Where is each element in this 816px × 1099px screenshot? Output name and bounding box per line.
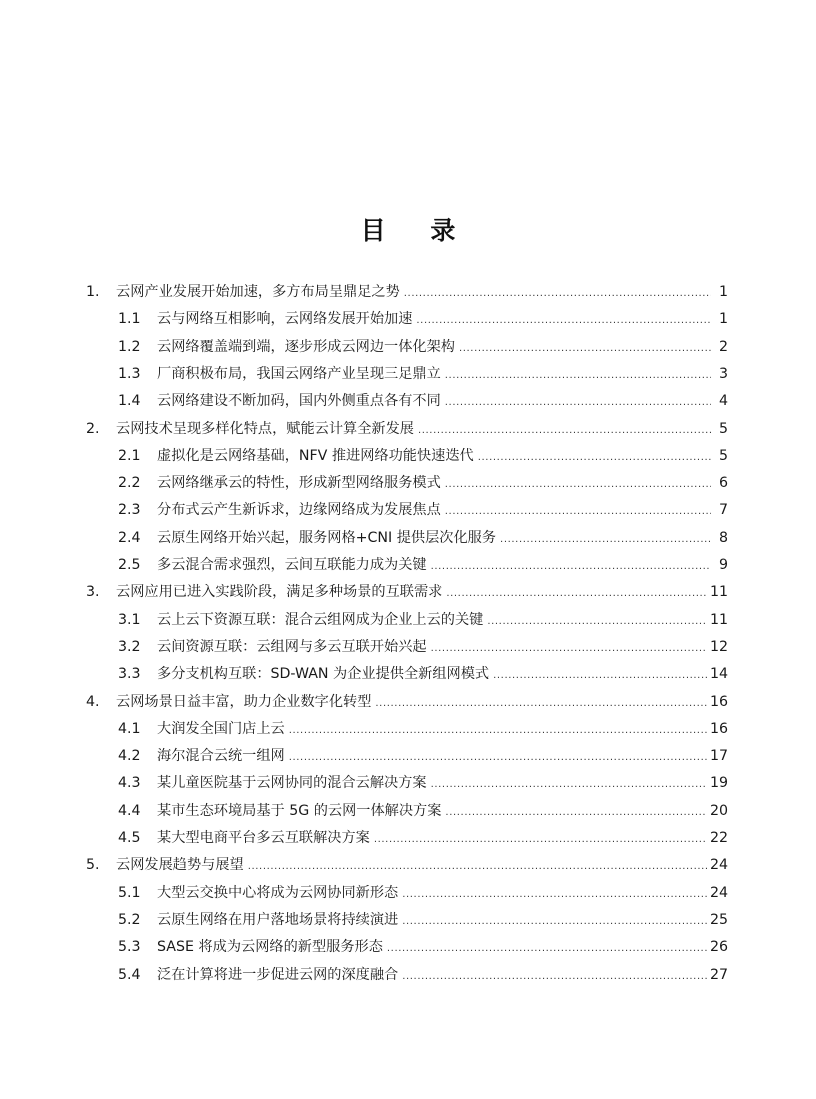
toc-entry[interactable] [0,280,816,304]
leader-dots [402,910,707,934]
toc-entry[interactable] [0,580,816,604]
leader-dots [387,937,707,961]
leader-dots [500,528,711,552]
toc-entry-page: 27 [709,966,728,983]
toc-entry-page: 24 [709,857,728,874]
toc-entry[interactable] [0,662,816,686]
toc-entry[interactable] [0,498,816,522]
toc-entry-number: 5.1 [118,884,141,901]
toc-entry[interactable] [0,307,816,331]
toc-entry-page: 19 [709,775,728,792]
toc-entry-title: 云网产业发展开始加速，多方布局呈鼎足之势 [116,284,400,300]
toc-entry[interactable] [0,526,816,550]
leader-dots [431,773,707,797]
leader-dots [446,582,707,606]
toc-entry-number: 4. [86,693,100,710]
toc-entry-page: 17 [709,748,728,765]
toc-entry-page: 7 [718,502,728,519]
toc-entry-title: 多分支机构互联：SD-WAN 为企业提供全新组网模式 [157,666,490,683]
toc-entry[interactable] [0,744,816,768]
leader-dots [404,282,711,306]
toc-entry[interactable] [0,335,816,359]
toc-entry-number: 3.1 [118,611,141,628]
toc-entry-title: 云原生网络开始兴起，服务网格+CNI 提供层次化服务 [157,529,497,546]
toc-entry-title: 多云混合需求强烈，云间互联能力成为关键 [157,557,427,573]
toc-entry-page: 1 [718,311,728,328]
leader-dots [459,337,711,361]
toc-entry[interactable] [0,471,816,495]
toc-entry[interactable] [0,908,816,932]
toc-entry-title: 云间资源互联：云组网与多云互联开始兴起 [157,638,427,655]
toc-entry-number: 1.2 [118,338,141,355]
toc-entry-page: 5 [718,420,728,437]
toc-entry-number: 1.1 [118,311,141,328]
toc-entry-title: 云网络继承云的特性，形成新型网络服务模式 [157,475,441,492]
toc-entry-title: 云网络建设不断加码，国内外侧重点各有不同 [157,393,441,410]
toc-entry-number: 1. [86,284,100,300]
toc-entry-number: 3. [86,584,100,601]
toc-entry-page: 8 [718,529,728,546]
toc-entry[interactable] [0,799,816,823]
toc-entry[interactable] [0,362,816,386]
toc-entry-page: 3 [718,365,728,382]
toc-entry-page: 16 [709,720,728,737]
toc-entry-title: 某儿童医院基于云网协同的混合云解决方案 [157,775,427,792]
toc-entry-title: 某市生态环境局基于 5G 的云网一体解决方案 [157,802,442,819]
toc-entry-title: 虚拟化是云网络基础，NFV 推进网络功能快速迭代 [157,447,474,464]
toc-entry-page: 11 [709,611,728,628]
toc-entry-page: 9 [718,557,728,573]
toc-entry-title: 云网场景日益丰富，助力企业数字化转型 [116,693,372,710]
toc-entry-title: 云网络覆盖端到端，逐步形成云网边一体化架构 [157,338,455,355]
toc-entry-title: 厂商积极布局，我国云网络产业呈现三足鼎立 [157,365,441,382]
toc-entry[interactable] [0,881,816,905]
toc-entry-page: 16 [709,693,728,710]
leader-dots [431,637,707,661]
page-title: 目 录 [360,216,474,245]
toc-entry-page: 22 [709,830,728,846]
toc-entry-page: 1 [718,284,728,300]
toc-entry-title: 大型云交换中心将成为云网协同新形态 [157,884,399,901]
toc-entry-number: 2.5 [118,557,141,573]
toc-entry[interactable] [0,389,816,413]
leader-dots [493,664,707,688]
leader-dots [445,500,711,524]
toc-entry-number: 4.1 [118,720,141,737]
toc-entry-page: 2 [718,338,728,355]
toc-entry-page: 25 [709,911,728,928]
toc-entry-title: SASE 将成为云网络的新型服务形态 [157,939,383,956]
toc-entry[interactable] [0,826,816,850]
toc-entry-number: 5.3 [118,939,141,956]
toc-entry-title: 云与网络互相影响，云网络发展开始加速 [157,311,413,328]
toc-entry-number: 2.3 [118,502,141,519]
toc-entry-title: 云网技术呈现多样化特点，赋能云计算全新发展 [116,420,414,437]
toc-entry[interactable] [0,717,816,741]
toc-entry-number: 5.2 [118,911,141,928]
toc-entry-number: 3.2 [118,638,141,655]
toc-entry-number: 2.2 [118,475,141,492]
leader-dots [402,965,707,989]
leader-dots [478,446,711,470]
toc-entry-title: 海尔混合云统一组网 [157,748,285,765]
leader-dots [445,801,707,825]
toc-entry-number: 5.4 [118,966,141,983]
toc-entry-number: 2.1 [118,447,141,464]
toc-entry-title: 大润发全国门店上云 [157,720,285,737]
leader-dots [289,719,707,743]
toc-entry-number: 4.2 [118,748,141,765]
leader-dots [487,610,707,634]
toc-entry-number: 1.3 [118,365,141,382]
toc-entry[interactable] [0,635,816,659]
toc-entry-page: 12 [709,638,728,655]
toc-entry-title: 云网应用已进入实践阶段，满足多种场景的互联需求 [116,584,443,601]
leader-dots [289,746,707,770]
toc-entry-number: 2. [86,420,100,437]
toc-entry-page: 14 [709,666,728,683]
toc-entry-page: 26 [709,939,728,956]
toc-entry-page: 5 [718,447,728,464]
toc-entry[interactable] [0,608,816,632]
leader-dots [431,555,711,579]
leader-dots [445,391,711,415]
toc-entry[interactable] [0,935,816,959]
toc-entry[interactable] [0,963,816,987]
toc-entry-number: 2.4 [118,529,141,546]
toc-entry-number: 4.3 [118,775,141,792]
toc-entry-number: 4.4 [118,802,141,819]
toc-entry[interactable] [0,690,816,714]
toc-entry-number: 4.5 [118,830,141,846]
toc-entry-title: 某大型电商平台多云互联解决方案 [157,830,370,846]
toc-entry-title: 泛在计算将进一步促进云网的深度融合 [157,966,399,983]
leader-dots [416,309,711,333]
toc-entry-page: 24 [709,884,728,901]
leader-dots [248,855,707,879]
toc-entry-number: 1.4 [118,393,141,410]
toc-entry-title: 云原生网络在用户落地场景将持续演进 [157,911,399,928]
leader-dots [418,419,711,443]
toc-entry-number: 3.3 [118,666,141,683]
toc-entry-number: 5. [86,857,100,874]
leader-dots [445,364,711,388]
leader-dots [374,828,707,852]
toc-entry-page: 11 [709,584,728,601]
toc-entry[interactable] [0,553,816,577]
toc-entry-page: 6 [718,475,728,492]
leader-dots [445,473,711,497]
toc-entry[interactable] [0,444,816,468]
leader-dots [375,692,707,716]
toc-entry-title: 云上云下资源互联：混合云组网成为企业上云的关键 [157,611,484,628]
toc-entry[interactable] [0,417,816,441]
toc-entry-page: 4 [718,393,728,410]
toc-entry-title: 云网发展趋势与展望 [116,857,244,874]
leader-dots [402,883,707,907]
toc-entry[interactable] [0,853,816,877]
toc-entry-title: 分布式云产生新诉求，边缘网络成为发展焦点 [157,502,441,519]
toc-entry-page: 20 [709,802,728,819]
toc-entry[interactable] [0,771,816,795]
